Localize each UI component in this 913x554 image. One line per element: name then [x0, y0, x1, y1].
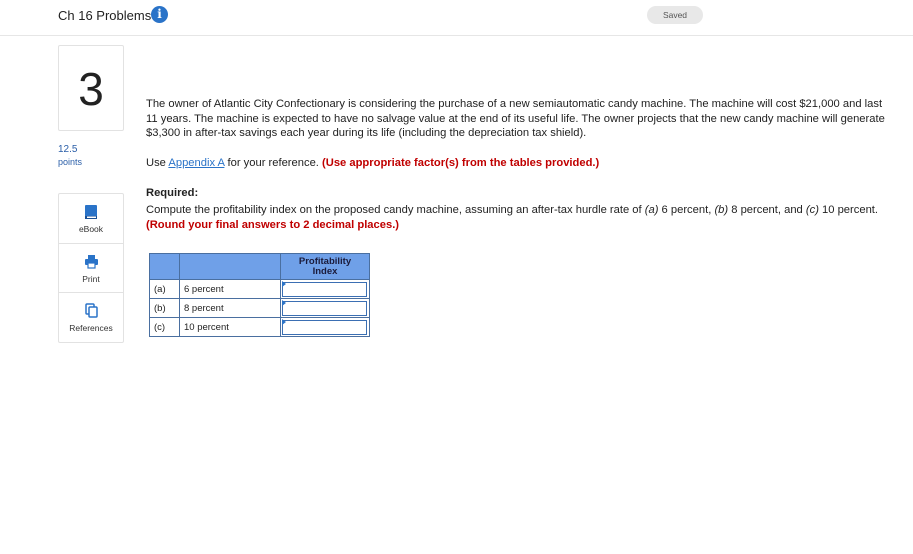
appendix-a-link[interactable]: Appendix A	[168, 157, 225, 169]
copy-icon	[84, 303, 99, 318]
tools-panel	[58, 193, 124, 343]
req-text-part: 8 percent, and	[728, 204, 806, 216]
cell-marker-icon	[282, 281, 286, 287]
print-button[interactable]	[59, 243, 123, 292]
part-b-letter: (b)	[714, 204, 729, 216]
use-suffix: for your reference.	[224, 157, 323, 169]
req-text-part: Compute the profitability index on the proposed candy machine, assuming an after-tax hurdle rate of	[146, 204, 645, 216]
assignment-title: Ch 16 Problems	[58, 8, 152, 23]
row-label: 6 percent	[180, 280, 281, 299]
problem-statement: The owner of Atlantic City Confectionary is considering the purchase of a new semiautomatic candy machine. The machine will cost $21,000 and last 11 years. The machine is expected to have no salvage value at the end of its useful life. The owner projects that the new candy machine will generate $3,300 in after-tax savings each year during its life (including the depreciation tax shield).	[146, 98, 885, 140]
ebook-label: eBook	[78, 224, 104, 234]
row-label: 10 percent	[180, 318, 281, 337]
answer-cell	[281, 299, 370, 318]
info-icon[interactable]: i	[151, 6, 168, 23]
ebook-button[interactable]	[59, 194, 123, 243]
table-row	[150, 299, 370, 318]
reference-instruction	[146, 157, 891, 169]
cell-marker-icon	[282, 319, 286, 325]
required-heading: Required:	[146, 187, 199, 199]
top-bar	[0, 0, 913, 36]
use-factor-instruction: (Use appropriate factor(s) from the tables provided.)	[322, 157, 600, 169]
answer-input-b[interactable]	[282, 301, 367, 316]
header-line-2: Index	[312, 265, 338, 277]
question-number: 3	[58, 45, 124, 131]
req-text-part: 10 percent.	[818, 204, 879, 216]
row-letter: (b)	[150, 299, 180, 318]
table-header-blank	[150, 254, 180, 280]
answer-input-a[interactable]	[282, 282, 367, 297]
table-header-blank	[180, 254, 281, 280]
row-label: 8 percent	[180, 299, 281, 318]
header-line-1: Profitability	[298, 255, 352, 267]
points-label: points	[58, 157, 83, 167]
saved-status-badge: Saved	[647, 6, 703, 24]
req-text-part: 6 percent,	[658, 204, 715, 216]
points-value: 12.5	[58, 144, 78, 155]
table-row	[150, 280, 370, 299]
print-label: Print	[82, 274, 100, 284]
round-instruction: (Round your final answers to 2 decimal places.)	[146, 218, 400, 231]
profitability-index-table	[149, 253, 370, 337]
references-label: References	[69, 323, 113, 333]
part-c-letter: (c)	[805, 204, 819, 216]
references-button[interactable]	[59, 292, 123, 341]
row-letter: (c)	[150, 318, 180, 337]
cell-marker-icon	[282, 300, 286, 306]
use-prefix: Use	[146, 157, 169, 169]
row-letter: (a)	[150, 280, 180, 299]
part-a-letter: (a)	[644, 204, 659, 216]
answer-input-c[interactable]	[282, 320, 367, 335]
table-row	[150, 318, 370, 337]
required-text	[146, 203, 891, 232]
answer-cell	[281, 318, 370, 337]
answer-cell	[281, 280, 370, 299]
book-icon	[84, 204, 98, 220]
printer-icon	[84, 254, 99, 269]
profitability-index-header	[281, 254, 370, 280]
